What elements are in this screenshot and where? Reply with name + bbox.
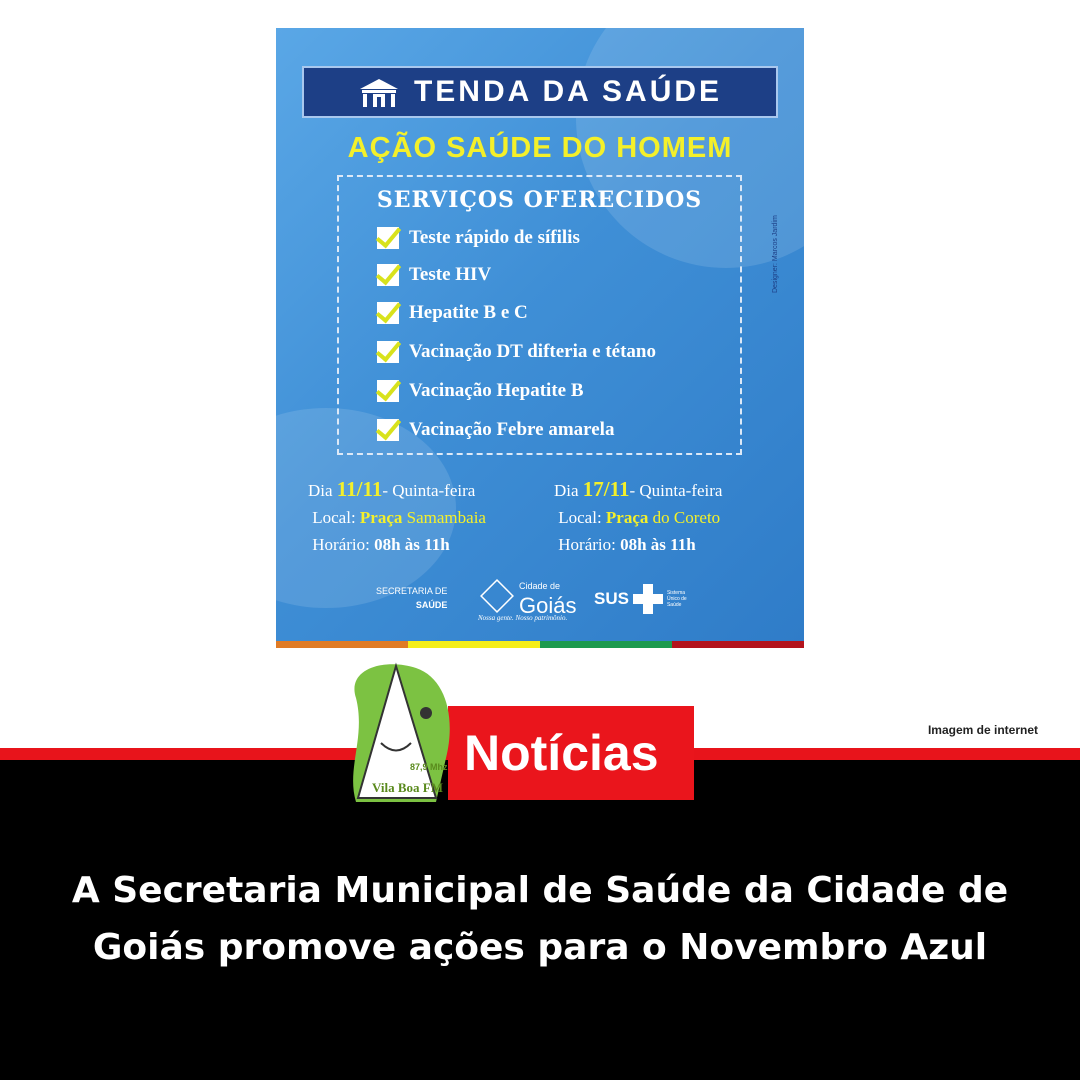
checkbox-icon <box>377 380 399 402</box>
event-info-1 <box>308 476 486 558</box>
news-label: Notícias <box>464 725 659 781</box>
city-small: Cidade de <box>519 581 561 591</box>
image-credit: Imagem de internet <box>927 723 1038 737</box>
poster-banner <box>302 66 778 118</box>
event-time: 08h às 11h <box>620 535 696 554</box>
local-label: Local: <box>558 508 602 527</box>
checkbox-icon <box>377 264 399 286</box>
checkbox-icon <box>377 419 399 441</box>
sus-logo <box>594 584 697 614</box>
station-name: Vila Boa FM <box>372 780 444 795</box>
event-time: 08h às 11h <box>374 535 450 554</box>
place-name: do Coreto <box>652 508 721 527</box>
event-info-2 <box>554 476 722 558</box>
goias-logo <box>481 576 576 616</box>
service-label: Teste HIV <box>409 264 492 285</box>
banner-title: TENDA DA SAÚDE <box>413 75 723 108</box>
services-title: SERVIÇOS OFERECIDOS <box>376 187 703 213</box>
city-name: Goiás <box>519 593 577 618</box>
checkbox-icon <box>377 341 399 363</box>
service-item <box>377 341 656 363</box>
service-label: Vacinação Febre amarela <box>409 419 615 440</box>
sponsor-logos <box>276 576 804 626</box>
place-name: Samambaia <box>406 508 486 527</box>
service-label: Vacinação DT difteria e tétano <box>409 341 656 362</box>
color-stripe <box>276 641 804 648</box>
time-label: Horário: <box>312 535 370 554</box>
service-item <box>377 419 614 441</box>
day-label: Dia <box>554 481 579 500</box>
event-date: 17/11 <box>582 477 630 501</box>
day-label: Dia <box>308 481 333 500</box>
poster-subtitle: AÇÃO SAÚDE DO HOMEM <box>347 132 733 164</box>
designer-credit: Designer: Marcos Jardim <box>772 215 779 293</box>
campaign-poster-image <box>276 28 804 648</box>
service-item <box>377 302 528 324</box>
service-item <box>377 380 584 402</box>
checkbox-icon <box>377 227 399 249</box>
local-label: Local: <box>312 508 356 527</box>
secretaria-logo <box>376 584 447 612</box>
services-box <box>337 175 742 455</box>
service-label: Hepatite B e C <box>409 302 528 323</box>
news-label-box <box>448 706 694 800</box>
service-item <box>377 227 580 249</box>
service-label: Vacinação Hepatite B <box>409 380 584 401</box>
stripe-segment <box>408 641 540 648</box>
headline-line-2: Goiás promove ações para o Novembro Azul <box>92 927 988 968</box>
emblem-icon <box>480 579 514 613</box>
sec-line2: SAÚDE <box>415 600 448 610</box>
headline-line-1: A Secretaria Municipal de Saúde da Cidade de <box>71 870 1009 911</box>
service-item <box>377 264 491 286</box>
checkbox-icon <box>377 302 399 324</box>
place-bold: Praça <box>359 508 403 527</box>
tent-icon <box>358 77 400 107</box>
service-label: Teste rápido de sífilis <box>409 227 580 248</box>
sec-line1: SECRETARIA DE <box>376 586 448 596</box>
sus-small: Sistema Único de Saúde <box>666 590 687 608</box>
event-date: 11/11 <box>336 477 383 501</box>
event-weekday: - Quinta-feira <box>382 481 476 500</box>
headline <box>0 862 1080 976</box>
stripe-segment <box>672 641 804 648</box>
sus-text: SUS <box>594 589 629 608</box>
station-frequency: 87,9 Mhz <box>410 762 448 772</box>
event-weekday: - Quinta-feira <box>629 481 723 500</box>
stripe-segment <box>276 641 408 648</box>
time-label: Horário: <box>558 535 616 554</box>
cross-icon <box>633 584 663 614</box>
stripe-segment <box>540 641 672 648</box>
city-slogan: Nossa gente. Nosso patrimônio. <box>478 614 568 622</box>
place-bold: Praça <box>605 508 649 527</box>
